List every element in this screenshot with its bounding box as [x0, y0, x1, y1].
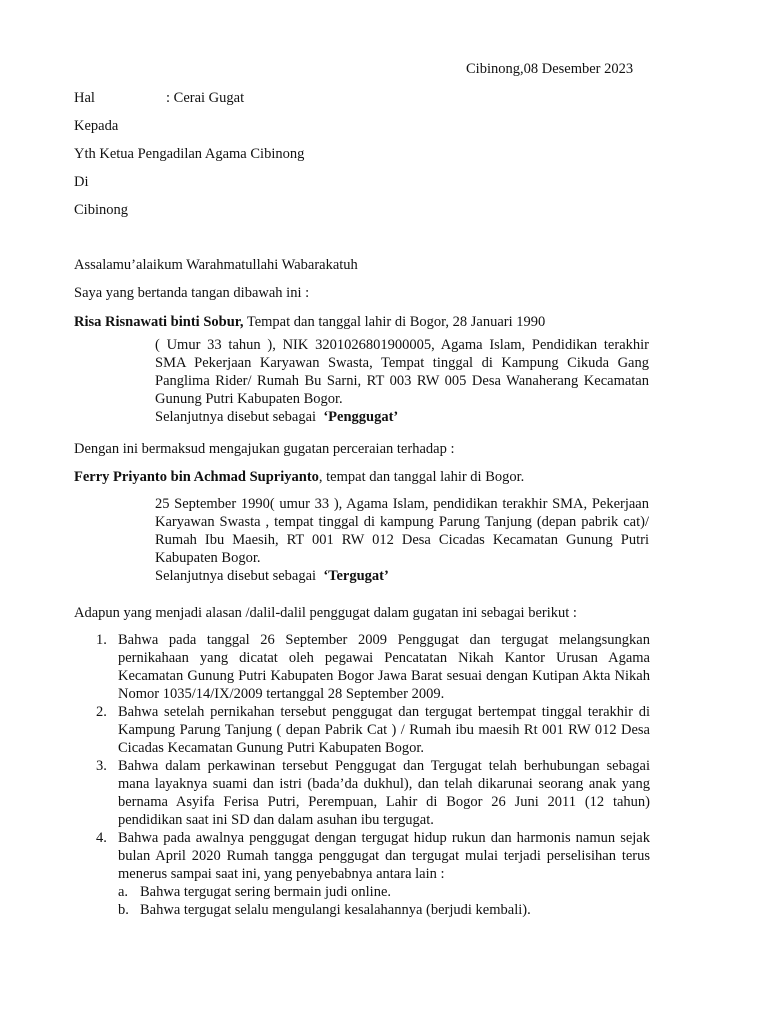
plaintiff-name: Risa Risnawati binti Sobur, [74, 314, 244, 330]
list-item-number: 4. [96, 830, 107, 846]
hal-value: : Cerai Gugat [166, 90, 245, 106]
list-item-number: 3. [96, 758, 107, 774]
place-date: Cibinong,08 Desember 2023 [466, 61, 634, 77]
list-item-text: Bahwa pada awalnya penggugat dengan tergugat hidup rukun dan harmonis namun sejak bulan April 2020 Rumah tangga penggugat dan tergugat mulai terjadi perselisihan terus menerus sampai saat ini, yang penyebabnya antara lain : a. Bahwa tergugat sering bermain judi online. b. Bahwa tergugat selalu mengulangi kesalahannya (berjudi kembali). [118, 830, 650, 918]
transition-statement: Dengan ini bermaksud mengajukan gugatan perceraian terhadap : [74, 441, 455, 457]
list-item [96, 631, 650, 703]
plaintiff-details: ( Umur 33 tahun ), NIK 3201026801900005, Agama Islam, Pendidikan terakhir SMA Pekerjaan Karyawan Swasta, Tempat tinggal di Kampung Cikuda Gang Panglima Rider/ Rumah Bu Sarni, RT 003 RW 005 Desa Wanaherang Kecamatan Gunung Putri Kabupaten Bogor. [155, 337, 649, 407]
defendant-designation: Selanjutnya disebut sebagai ‘Tergugat’ [155, 568, 389, 584]
sub-list-item [118, 883, 650, 901]
plaintiff-designation-term: ‘Penggugat’ [323, 409, 399, 425]
plaintiff-designation: Selanjutnya disebut sebagai ‘Penggugat’ [155, 409, 399, 425]
list-item [96, 703, 650, 757]
defendant-designation-term: ‘Tergugat’ [323, 568, 389, 584]
recipient-city: Cibinong [74, 202, 128, 218]
list-item [96, 829, 650, 919]
kepada-label: Kepada [74, 118, 119, 134]
defendant-details: 25 September 1990( umur 33 ), Agama Islam, pendidikan terakhir SMA, Pekerjaan Karyawan Swasta , tempat tinggal di kampung Parung Tanjung (depan pabrik cat)/ Rumah Ibu Maesih, RT 001 RW 012 Desa Cicadas Kecamatan Gunung Putri Kabupaten Bogor. [155, 496, 649, 566]
plaintiff-line [74, 313, 545, 331]
intro-statement: Saya yang bertanda tangan dibawah ini : [74, 285, 310, 301]
hal-label: Hal [74, 90, 95, 106]
list-item-text: Bahwa pada tanggal 26 September 2009 Penggugat dan tergugat melangsungkan pernikahaan yang dicatat oleh pegawai Pencatatan Nikah Kantor Urusan Agama Kecamatan Gunung Putri Kabupaten Bogor Jawa Barat sesuai dengan Kutipan Akta Nikah Nomor 1035/14/IX/2009 tertanggal 28 September 2009. [118, 632, 650, 702]
plaintiff-details-block [155, 336, 649, 426]
sub-list-item-text: Bahwa tergugat sering bermain judi online. [140, 884, 392, 900]
defendant-name: Ferry Priyanto bin Achmad Supriyanto [74, 469, 319, 485]
sub-list-item-text: Bahwa tergugat selalu mengulangi kesalahannya (berjudi kembali). [140, 902, 531, 918]
di-label: Di [74, 174, 89, 190]
list-item-text: Bahwa setelah pernikahan tersebut penggugat dan tergugat bertempat tinggal terakhir di Kampung Parung Tanjung ( depan Pabrik Cat ) / Rumah ibu maesih Rt 001 RW 012 Desa Cicadas Kecamatan Gunung Putri Kabupaten Bogor. [118, 704, 650, 756]
list-item-text: Bahwa dalam perkawinan tersebut Penggugat dan Tergugat telah berhubungan sebagai mana layaknya suami dan istri (bada’da dukhul), dan telah dikarunai seorang anak yang bernama Asyifa Ferisa Putri, Perempuan, Lahir di Bogor 26 Juni 2011 (12 tahun) pendidikan saat ini SD dan dalam asuhan ibu tergugat. [118, 758, 650, 828]
list-item-number: 2. [96, 704, 107, 720]
sub-list-item-letter: b. [118, 902, 129, 918]
list-item-number: 1. [96, 632, 107, 648]
recipient: Yth Ketua Pengadilan Agama Cibinong [74, 146, 305, 162]
sub-list-item [118, 901, 650, 919]
greeting: Assalamu’alaikum Warahmatullahi Wabarakatuh [74, 257, 358, 273]
list-item [96, 757, 650, 829]
defendant-birth: , tempat dan tanggal lahir di Bogor. [318, 469, 525, 485]
defendant-details-block [155, 495, 649, 585]
defendant-line [74, 468, 524, 486]
plaintiff-birth: Tempat dan tanggal lahir di Bogor, 28 Januari 1990 [243, 314, 546, 330]
sub-list-item-letter: a. [118, 884, 129, 900]
reasons-list [96, 631, 650, 919]
reasons-intro: Adapun yang menjadi alasan /dalil-dalil penggugat dalam gugatan ini sebagai berikut : [74, 605, 577, 621]
